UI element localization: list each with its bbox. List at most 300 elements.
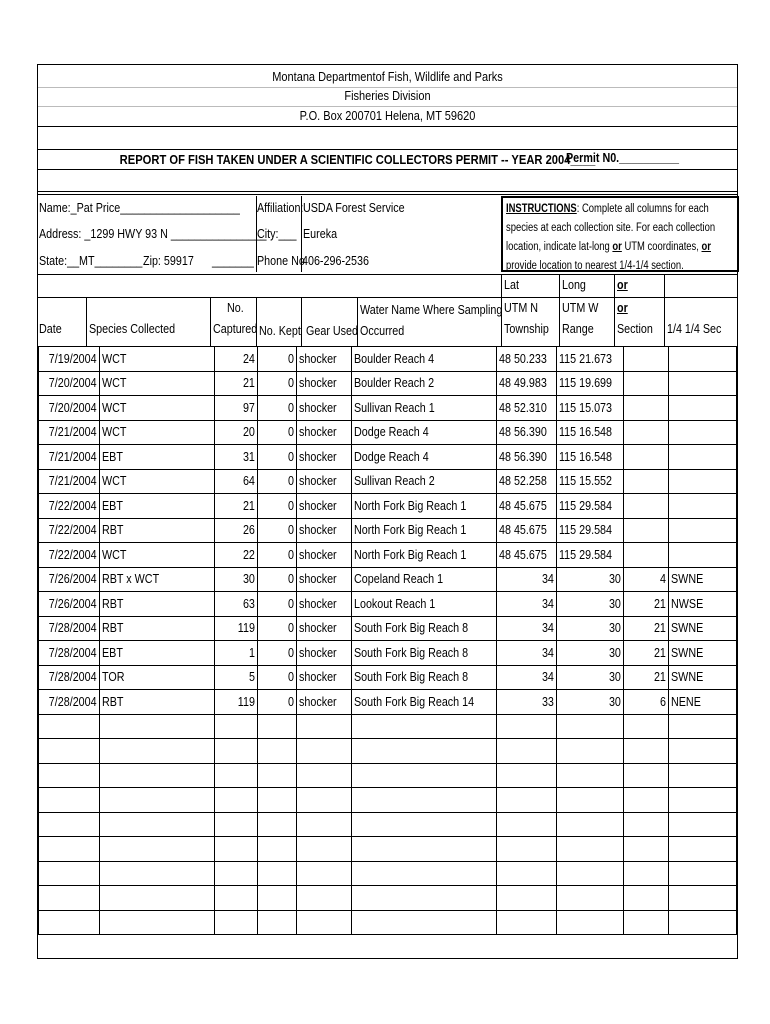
species-cell[interactable]	[99, 494, 214, 519]
species-cell[interactable]	[99, 420, 214, 445]
empty-cell[interactable]	[668, 788, 736, 813]
empty-cell[interactable]	[297, 910, 352, 935]
qq-sec-cell[interactable]	[668, 469, 736, 494]
species-cell[interactable]	[99, 396, 214, 421]
empty-cell[interactable]	[99, 763, 214, 788]
empty-cell[interactable]	[496, 910, 557, 935]
empty-cell[interactable]	[39, 886, 100, 911]
empty-cell[interactable]	[39, 739, 100, 764]
long-utm-w-cell-text: 115 15.073	[559, 400, 613, 415]
empty-cell[interactable]	[99, 788, 214, 813]
water-cell[interactable]	[352, 371, 497, 396]
date-cell[interactable]	[39, 347, 100, 372]
species-cell[interactable]	[99, 616, 214, 641]
gear-cell-text: shocker	[299, 400, 337, 415]
qq-sec-cell[interactable]	[668, 518, 736, 543]
water-cell-text: North Fork Big Reach 1	[354, 547, 467, 562]
long-utm-w-cell[interactable]	[557, 518, 624, 543]
empty-cell[interactable]	[257, 861, 297, 886]
lat-utm-n-cell[interactable]	[496, 665, 557, 690]
date-cell[interactable]	[39, 665, 100, 690]
long-utm-w-cell[interactable]	[557, 665, 624, 690]
empty-cell[interactable]	[496, 763, 557, 788]
empty-cell[interactable]	[39, 812, 100, 837]
lat-utm-n-cell[interactable]	[496, 592, 557, 617]
water-cell-text: North Fork Big Reach 1	[354, 523, 467, 538]
empty-cell[interactable]	[496, 739, 557, 764]
section-cell-text: 21	[653, 621, 666, 636]
species-cell[interactable]	[99, 347, 214, 372]
captured-cell-text: 21	[242, 498, 255, 513]
long-utm-w-cell[interactable]	[557, 494, 624, 519]
lat-utm-n-cell-text: 34	[542, 670, 555, 685]
empty-cell[interactable]	[99, 812, 214, 837]
empty-cell[interactable]	[557, 714, 624, 739]
captured-cell[interactable]	[215, 494, 258, 519]
gear-cell[interactable]	[297, 690, 352, 715]
col-utm-w: UTM W	[562, 301, 599, 315]
table-row	[39, 469, 737, 494]
gear-cell[interactable]	[297, 518, 352, 543]
section-cell[interactable]	[623, 445, 668, 470]
section-cell[interactable]	[623, 371, 668, 396]
empty-cell[interactable]	[215, 739, 258, 764]
empty-cell[interactable]	[215, 886, 258, 911]
long-utm-w-cell[interactable]	[557, 420, 624, 445]
empty-cell[interactable]	[496, 837, 557, 862]
kept-cell-text: 0	[288, 425, 295, 440]
date-cell[interactable]	[39, 494, 100, 519]
long-utm-w-cell[interactable]	[557, 690, 624, 715]
species-cell[interactable]	[99, 567, 214, 592]
empty-cell[interactable]	[99, 739, 214, 764]
kept-cell[interactable]	[257, 690, 297, 715]
long-utm-w-cell-text: 115 21.673	[559, 351, 613, 366]
kept-cell[interactable]	[257, 665, 297, 690]
empty-cell[interactable]	[496, 812, 557, 837]
water-cell-text: Copeland Reach 1	[354, 572, 444, 587]
empty-cell[interactable]	[623, 861, 668, 886]
report-title: REPORT OF FISH TAKEN UNDER A SCIENTIFIC COLLECTORS PERMIT -- YEAR 2004____	[119, 152, 596, 167]
gear-cell[interactable]	[297, 347, 352, 372]
permit-number[interactable]: Permit N0.__________	[566, 151, 679, 165]
empty-cell[interactable]	[297, 861, 352, 886]
empty-cell[interactable]	[215, 812, 258, 837]
long-utm-w-cell[interactable]	[557, 396, 624, 421]
species-cell-text: EBT	[101, 645, 123, 660]
species-cell[interactable]	[99, 543, 214, 568]
empty-cell[interactable]	[352, 886, 497, 911]
empty-cell[interactable]	[257, 788, 297, 813]
section-cell[interactable]	[623, 641, 668, 666]
empty-cell[interactable]	[297, 739, 352, 764]
species-cell[interactable]	[99, 641, 214, 666]
section-cell[interactable]	[623, 690, 668, 715]
date-cell[interactable]	[39, 592, 100, 617]
long-utm-w-cell[interactable]	[557, 469, 624, 494]
qq-sec-cell-text: SWNE	[670, 572, 704, 587]
long-utm-w-cell[interactable]	[557, 347, 624, 372]
col-no-kept: No. Kept	[259, 324, 301, 338]
kept-cell[interactable]	[257, 641, 297, 666]
gear-cell[interactable]	[297, 592, 352, 617]
empty-cell[interactable]	[557, 739, 624, 764]
empty-cell[interactable]	[257, 886, 297, 911]
qq-sec-cell[interactable]	[668, 371, 736, 396]
section-cell[interactable]	[623, 494, 668, 519]
date-cell[interactable]	[39, 690, 100, 715]
lat-utm-n-cell[interactable]	[496, 518, 557, 543]
kept-cell[interactable]	[257, 543, 297, 568]
qq-sec-cell[interactable]	[668, 616, 736, 641]
long-utm-w-cell[interactable]	[557, 592, 624, 617]
empty-cell[interactable]	[668, 861, 736, 886]
qq-sec-cell[interactable]	[668, 567, 736, 592]
empty-cell[interactable]	[623, 714, 668, 739]
lat-utm-n-cell[interactable]	[496, 347, 557, 372]
long-utm-w-cell[interactable]	[557, 371, 624, 396]
kept-cell[interactable]	[257, 396, 297, 421]
qq-sec-cell[interactable]	[668, 420, 736, 445]
date-cell[interactable]	[39, 518, 100, 543]
species-cell[interactable]	[99, 469, 214, 494]
empty-cell[interactable]	[297, 788, 352, 813]
lat-utm-n-cell-text: 34	[542, 621, 555, 636]
species-cell[interactable]	[99, 445, 214, 470]
water-cell-text: Dodge Reach 4	[354, 425, 429, 440]
empty-cell[interactable]	[352, 739, 497, 764]
empty-cell[interactable]	[257, 763, 297, 788]
qq-sec-cell[interactable]	[668, 592, 736, 617]
captured-cell[interactable]	[215, 469, 258, 494]
empty-cell[interactable]	[623, 763, 668, 788]
species-cell[interactable]	[99, 518, 214, 543]
empty-cell[interactable]	[215, 861, 258, 886]
zip-value[interactable]: Zip: 59917	[143, 254, 194, 268]
gear-cell[interactable]	[297, 396, 352, 421]
empty-cell[interactable]	[557, 788, 624, 813]
divider	[256, 196, 257, 272]
section-cell[interactable]	[623, 567, 668, 592]
empty-cell[interactable]	[557, 812, 624, 837]
divider	[357, 297, 358, 346]
long-utm-w-cell[interactable]	[557, 543, 624, 568]
captured-cell-text: 1	[248, 645, 255, 660]
date-cell-text: 7/19/2004	[48, 351, 97, 366]
species-cell[interactable]	[99, 592, 214, 617]
section-cell[interactable]	[623, 469, 668, 494]
date-cell[interactable]	[39, 641, 100, 666]
lat-utm-n-cell[interactable]	[496, 371, 557, 396]
empty-cell[interactable]	[352, 837, 497, 862]
empty-cell[interactable]	[257, 837, 297, 862]
date-cell-text: 7/22/2004	[48, 523, 97, 538]
water-cell[interactable]	[352, 469, 497, 494]
gear-cell[interactable]	[297, 420, 352, 445]
empty-cell[interactable]	[39, 763, 100, 788]
lat-utm-n-cell-text: 48 52.310	[498, 400, 547, 415]
empty-cell[interactable]	[352, 714, 497, 739]
empty-cell[interactable]	[257, 739, 297, 764]
captured-cell[interactable]	[215, 371, 258, 396]
date-cell-text: 7/20/2004	[48, 400, 97, 415]
empty-cell[interactable]	[215, 714, 258, 739]
empty-cell[interactable]	[352, 812, 497, 837]
table-row	[39, 494, 737, 519]
date-cell[interactable]	[39, 543, 100, 568]
date-cell[interactable]	[39, 567, 100, 592]
empty-cell[interactable]	[496, 861, 557, 886]
table-row	[39, 641, 737, 666]
phone-value[interactable]: 406-296-2536	[302, 254, 369, 268]
qq-sec-cell[interactable]	[668, 665, 736, 690]
kept-cell[interactable]	[257, 347, 297, 372]
captured-cell[interactable]	[215, 543, 258, 568]
qq-sec-cell[interactable]	[668, 445, 736, 470]
empty-cell[interactable]	[668, 910, 736, 935]
section-cell[interactable]	[623, 543, 668, 568]
water-cell[interactable]	[352, 567, 497, 592]
kept-cell[interactable]	[257, 592, 297, 617]
gear-cell[interactable]	[297, 469, 352, 494]
captured-cell[interactable]	[215, 420, 258, 445]
empty-cell[interactable]	[99, 837, 214, 862]
empty-cell[interactable]	[557, 837, 624, 862]
empty-cell[interactable]	[352, 763, 497, 788]
empty-cell[interactable]	[99, 886, 214, 911]
kept-cell[interactable]	[257, 469, 297, 494]
captured-cell[interactable]	[215, 518, 258, 543]
table-row	[39, 518, 737, 543]
empty-cell[interactable]	[99, 910, 214, 935]
gear-cell[interactable]	[297, 616, 352, 641]
species-cell[interactable]	[99, 690, 214, 715]
col-range: Range	[562, 322, 594, 336]
captured-cell[interactable]	[215, 690, 258, 715]
lat-utm-n-cell[interactable]	[496, 469, 557, 494]
lat-utm-n-cell[interactable]	[496, 445, 557, 470]
empty-cell[interactable]	[557, 763, 624, 788]
empty-cell[interactable]	[215, 910, 258, 935]
date-cell[interactable]	[39, 420, 100, 445]
water-cell[interactable]	[352, 592, 497, 617]
kept-cell-text: 0	[288, 572, 295, 587]
water-cell[interactable]	[352, 543, 497, 568]
gear-cell[interactable]	[297, 445, 352, 470]
section-cell[interactable]	[623, 665, 668, 690]
empty-cell[interactable]	[668, 837, 736, 862]
water-cell[interactable]	[352, 494, 497, 519]
captured-cell[interactable]	[215, 567, 258, 592]
long-utm-w-cell[interactable]	[557, 616, 624, 641]
divider	[38, 194, 737, 195]
gear-cell[interactable]	[297, 543, 352, 568]
captured-cell-text: 31	[242, 449, 255, 464]
captured-cell[interactable]	[215, 445, 258, 470]
col-long: Long	[562, 278, 586, 292]
captured-cell-text: 30	[242, 572, 255, 587]
water-cell[interactable]	[352, 518, 497, 543]
captured-cell[interactable]	[215, 592, 258, 617]
empty-cell[interactable]	[668, 739, 736, 764]
lat-utm-n-cell[interactable]	[496, 494, 557, 519]
gear-cell-text: shocker	[299, 449, 337, 464]
captured-cell-text: 5	[248, 670, 255, 685]
qq-sec-cell[interactable]	[668, 641, 736, 666]
empty-cell[interactable]	[215, 788, 258, 813]
empty-cell[interactable]	[496, 886, 557, 911]
species-cell[interactable]	[99, 371, 214, 396]
empty-cell[interactable]	[623, 788, 668, 813]
empty-cell[interactable]	[297, 714, 352, 739]
empty-cell[interactable]	[297, 886, 352, 911]
empty-cell[interactable]	[557, 886, 624, 911]
city-value[interactable]: Eureka	[303, 227, 338, 241]
table-row	[39, 665, 737, 690]
date-cell[interactable]	[39, 371, 100, 396]
empty-cell[interactable]	[39, 861, 100, 886]
qq-sec-cell[interactable]	[668, 347, 736, 372]
empty-cell[interactable]	[352, 861, 497, 886]
kept-cell[interactable]	[257, 445, 297, 470]
divider	[38, 274, 737, 275]
empty-cell[interactable]	[257, 910, 297, 935]
qq-sec-cell[interactable]	[668, 494, 736, 519]
section-cell[interactable]	[623, 347, 668, 372]
empty-cell[interactable]	[39, 714, 100, 739]
empty-cell[interactable]	[215, 837, 258, 862]
captured-cell[interactable]	[215, 396, 258, 421]
long-utm-w-cell[interactable]	[557, 445, 624, 470]
empty-cell[interactable]	[623, 910, 668, 935]
long-utm-w-cell[interactable]	[557, 567, 624, 592]
captured-cell[interactable]	[215, 665, 258, 690]
gear-cell[interactable]	[297, 494, 352, 519]
lat-utm-n-cell[interactable]	[496, 543, 557, 568]
water-cell[interactable]	[352, 641, 497, 666]
empty-cell[interactable]	[668, 812, 736, 837]
empty-cell[interactable]	[352, 910, 497, 935]
water-cell[interactable]	[352, 396, 497, 421]
captured-cell[interactable]	[215, 616, 258, 641]
water-cell[interactable]	[352, 690, 497, 715]
kept-cell[interactable]	[257, 494, 297, 519]
empty-cell[interactable]	[668, 886, 736, 911]
section-cell[interactable]	[623, 420, 668, 445]
water-cell[interactable]	[352, 665, 497, 690]
date-cell[interactable]	[39, 616, 100, 641]
qq-sec-cell[interactable]	[668, 396, 736, 421]
empty-cell[interactable]	[623, 837, 668, 862]
gear-cell[interactable]	[297, 371, 352, 396]
date-cell[interactable]	[39, 396, 100, 421]
lat-utm-n-cell-text: 34	[542, 645, 555, 660]
water-cell[interactable]	[352, 347, 497, 372]
kept-cell[interactable]	[257, 616, 297, 641]
empty-cell[interactable]	[297, 812, 352, 837]
qq-sec-cell[interactable]	[668, 543, 736, 568]
empty-cell[interactable]	[623, 739, 668, 764]
species-cell-text: RBT x WCT	[101, 572, 159, 587]
kept-cell[interactable]	[257, 420, 297, 445]
empty-cell[interactable]	[297, 763, 352, 788]
empty-cell[interactable]	[496, 714, 557, 739]
affiliation-value[interactable]: USDA Forest Service	[303, 201, 405, 215]
collector-address[interactable]: Address: _1299 HWY 93 N ________________	[39, 227, 267, 241]
water-cell[interactable]	[352, 616, 497, 641]
gear-cell[interactable]	[297, 665, 352, 690]
empty-cell[interactable]	[496, 788, 557, 813]
empty-cell[interactable]	[297, 837, 352, 862]
table-row	[39, 371, 737, 396]
empty-cell[interactable]	[39, 837, 100, 862]
captured-cell[interactable]	[215, 347, 258, 372]
date-cell-text: 7/20/2004	[48, 376, 97, 391]
permit-report-form	[37, 64, 738, 959]
kept-cell[interactable]	[257, 518, 297, 543]
section-cell[interactable]	[623, 592, 668, 617]
gear-cell-text: shocker	[299, 425, 337, 440]
long-utm-w-cell-text: 30	[609, 645, 621, 660]
species-cell[interactable]	[99, 665, 214, 690]
empty-cell[interactable]	[39, 910, 100, 935]
empty-cell[interactable]	[257, 812, 297, 837]
date-cell[interactable]	[39, 469, 100, 494]
water-cell-text: Boulder Reach 4	[354, 351, 435, 366]
date-cell[interactable]	[39, 445, 100, 470]
empty-cell[interactable]	[623, 886, 668, 911]
empty-table-row	[39, 739, 737, 764]
empty-cell[interactable]	[623, 812, 668, 837]
gear-cell[interactable]	[297, 641, 352, 666]
kept-cell[interactable]	[257, 371, 297, 396]
empty-cell[interactable]	[557, 910, 624, 935]
lat-utm-n-cell[interactable]	[496, 396, 557, 421]
section-cell[interactable]	[623, 396, 668, 421]
water-cell[interactable]	[352, 445, 497, 470]
section-cell[interactable]	[623, 518, 668, 543]
lat-utm-n-cell[interactable]	[496, 567, 557, 592]
captured-cell[interactable]	[215, 641, 258, 666]
lat-utm-n-cell[interactable]	[496, 690, 557, 715]
qq-sec-cell[interactable]	[668, 690, 736, 715]
section-cell[interactable]	[623, 616, 668, 641]
empty-cell[interactable]	[215, 763, 258, 788]
empty-cell[interactable]	[99, 714, 214, 739]
empty-cell[interactable]	[257, 714, 297, 739]
gear-cell[interactable]	[297, 567, 352, 592]
empty-cell[interactable]	[668, 714, 736, 739]
lat-utm-n-cell[interactable]	[496, 420, 557, 445]
lat-utm-n-cell-text: 34	[542, 596, 555, 611]
water-cell[interactable]	[352, 420, 497, 445]
long-utm-w-cell-text: 30	[609, 694, 621, 709]
empty-cell[interactable]	[39, 788, 100, 813]
empty-cell[interactable]	[99, 861, 214, 886]
lat-utm-n-cell[interactable]	[496, 616, 557, 641]
empty-cell[interactable]	[668, 763, 736, 788]
lat-utm-n-cell-text: 48 56.390	[498, 425, 547, 440]
collector-name[interactable]: Name:_Pat Price____________________	[39, 201, 240, 215]
state-value[interactable]: State:__MT________	[39, 254, 143, 268]
kept-cell[interactable]	[257, 567, 297, 592]
empty-cell[interactable]	[352, 788, 497, 813]
lat-utm-n-cell[interactable]	[496, 641, 557, 666]
col-lat: Lat	[504, 278, 519, 292]
empty-cell[interactable]	[557, 861, 624, 886]
species-cell-text: RBT	[101, 596, 124, 611]
long-utm-w-cell[interactable]	[557, 641, 624, 666]
